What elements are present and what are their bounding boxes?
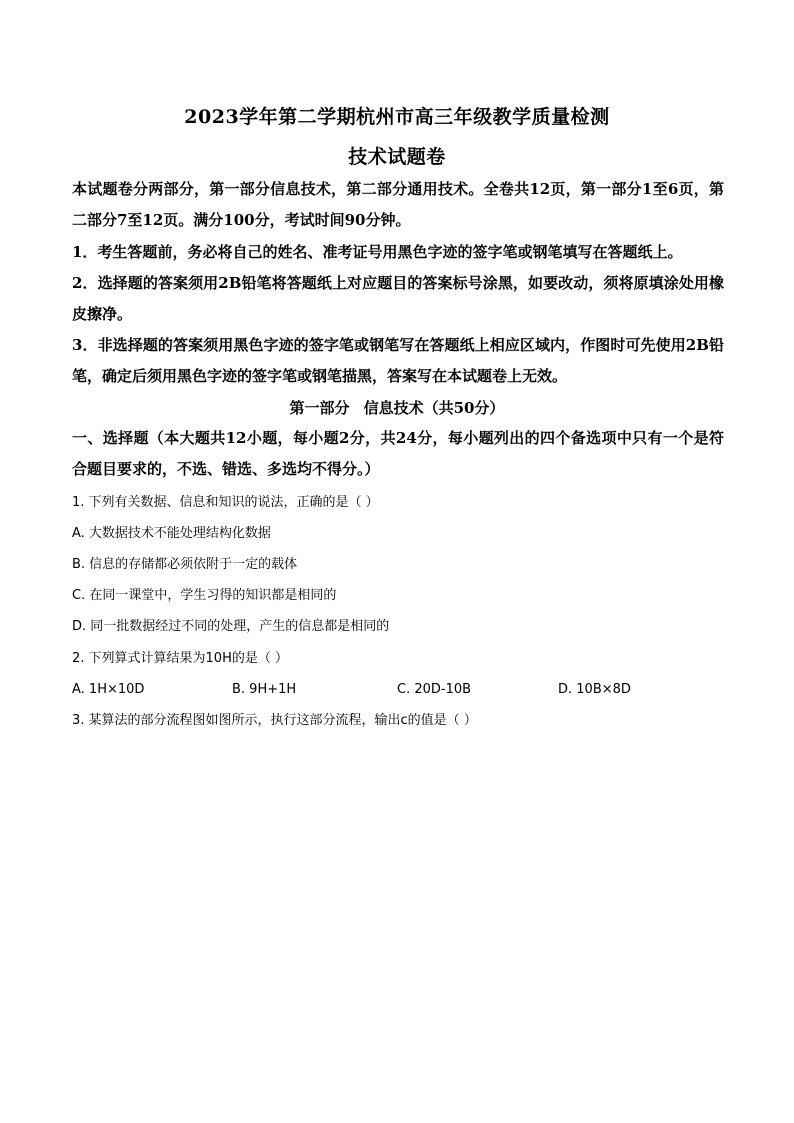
question-1-option-a: A. 大数据技术不能处理结构化数据 [72, 526, 271, 541]
question-2-option-a: A. 1H×10D [72, 682, 145, 697]
part-one-name: 信息技术（共50分） [363, 399, 505, 417]
exam-title: 2023学年第二学期杭州市高三年级教学质量检测 [184, 106, 610, 128]
question-2-option-d: D. 10B×8D [558, 682, 631, 697]
instruction-note-1: 1．考生答题前，务必将自己的姓名、准考证号用黑色字迹的签字笔或钢笔填写在答题纸上。 [72, 243, 683, 261]
question-2-option-b: B. 9H+1H [232, 682, 297, 697]
question-2-stem: 2. 下列算式计算结果为10H的是（ ） [72, 651, 288, 666]
part-one-label: 第一部分 [289, 399, 350, 417]
question-1-option-c: C. 在同一课堂中，学生习得的知识都是相同的 [72, 588, 337, 603]
question-2-options [72, 681, 724, 699]
question-3-stem: 3. 某算法的部分流程图如图所示，执行这部分流程，输出c的值是（ ） [72, 713, 477, 728]
intro-paragraph: 本试题卷分两部分，第一部分信息技术，第二部分通用技术。全卷共12页，第一部分1至6页，第二部分7至12页。满分100分，考试时间90分钟。 [72, 180, 724, 229]
question-1-option-b: B. 信息的存储都必须依附于一定的载体 [72, 557, 298, 572]
question-2-option-c: C. 20D-10B [397, 682, 472, 697]
multiple-choice-heading: 一、选择题（本大题共12小题，每小题2分，共24分，每小题列出的四个备选项中只有一个是符合题目要求的，不选、错选、多选均不得分。） [72, 429, 724, 478]
part-one-heading [0, 397, 794, 418]
instruction-note-2: 2．选择题的答案须用2B铅笔将答题纸上对应题目的答案标号涂黑，如要改动，须将原填涂处用橡皮擦净。 [72, 274, 724, 323]
exam-subtitle: 技术试题卷 [348, 146, 446, 168]
question-1-stem: 1. 下列有关数据、信息和知识的说法，正确的是（ ） [72, 495, 379, 510]
question-1-option-d: D. 同一批数据经过不同的处理，产生的信息都是相同的 [72, 619, 390, 634]
instruction-note-3: 3．非选择题的答案须用黑色字迹的签字笔或钢笔写在答题纸上相应区域内，作图时可先使用2B铅笔，确定后须用黑色字迹的签字笔或钢笔描黑，答案写在本试题卷上无效。 [72, 336, 724, 385]
